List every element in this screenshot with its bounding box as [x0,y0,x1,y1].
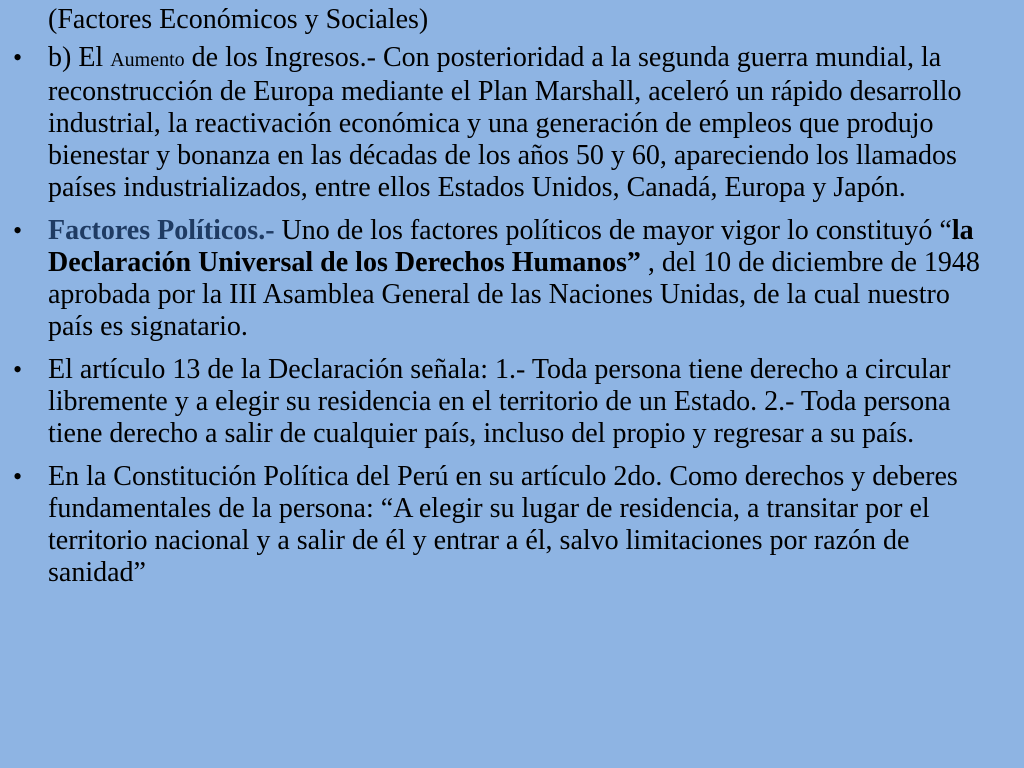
bullet-text-bold: la Declaración Universal de los Derechos Humanos” [48,215,974,278]
bullet-list [10,42,984,589]
bullet-dot-icon: • [13,355,23,384]
bullet-item-articulo-13 [10,354,984,450]
bullet-heading: Factores Políticos.- [48,215,275,246]
bullet-item-constitucion-peru [10,461,984,589]
bullet-dot-icon: • [13,216,23,245]
bullet-text-body: Uno de los factores políticos de mayor vigor lo constituyó “ [274,215,952,246]
bullet-text-prefix: b) El [48,42,111,73]
bullet-text-body-end: , del 10 de diciembre de 1948 aprobada por la III Asamblea General de las Naciones Unidas, de la cual nuestro país es signatario. [48,247,980,342]
slide-subtitle: (Factores Económicos y Sociales) [48,4,429,35]
bullet-text-body: El artículo 13 de la Declaración señala: 1.- Toda persona tiene derecho a circular libremente y a elegir su residencia en el territorio de un Estado. 2.- Toda persona tiene derecho a salir de cualquier país, incluso del propio y regresar a su país. [48,354,951,449]
bullet-dot-icon: • [13,462,23,491]
bullet-item-factores-politicos [10,215,984,343]
bullet-text-body: En la Constitución Política del Perú en su artículo 2do. Como derechos y deberes fundamentales de la persona: “A elegir su lugar de residencia, a transitar por el territorio nacional y a salir de él y entrar a él, salvo limitaciones por razón de sanidad” [48,461,958,588]
bullet-text-body: de los Ingresos.- Con posterioridad a la segunda guerra mundial, la reconstrucción de Europa mediante el Plan Marshall, aceleró un rápido desarrollo industrial, la reactivación económica y una generación de empleos que produjo bienestar y bonanza en las décadas de los años 50 y 60, apareciendo los llamados países industrializados, entre ellos Estados Unidos, Canadá, Europa y Japón. [48,42,962,203]
bullet-item-aumento-ingresos [10,42,984,204]
bullet-text-small-word: Aumento [110,49,185,71]
bullet-dot-icon: • [13,43,23,72]
